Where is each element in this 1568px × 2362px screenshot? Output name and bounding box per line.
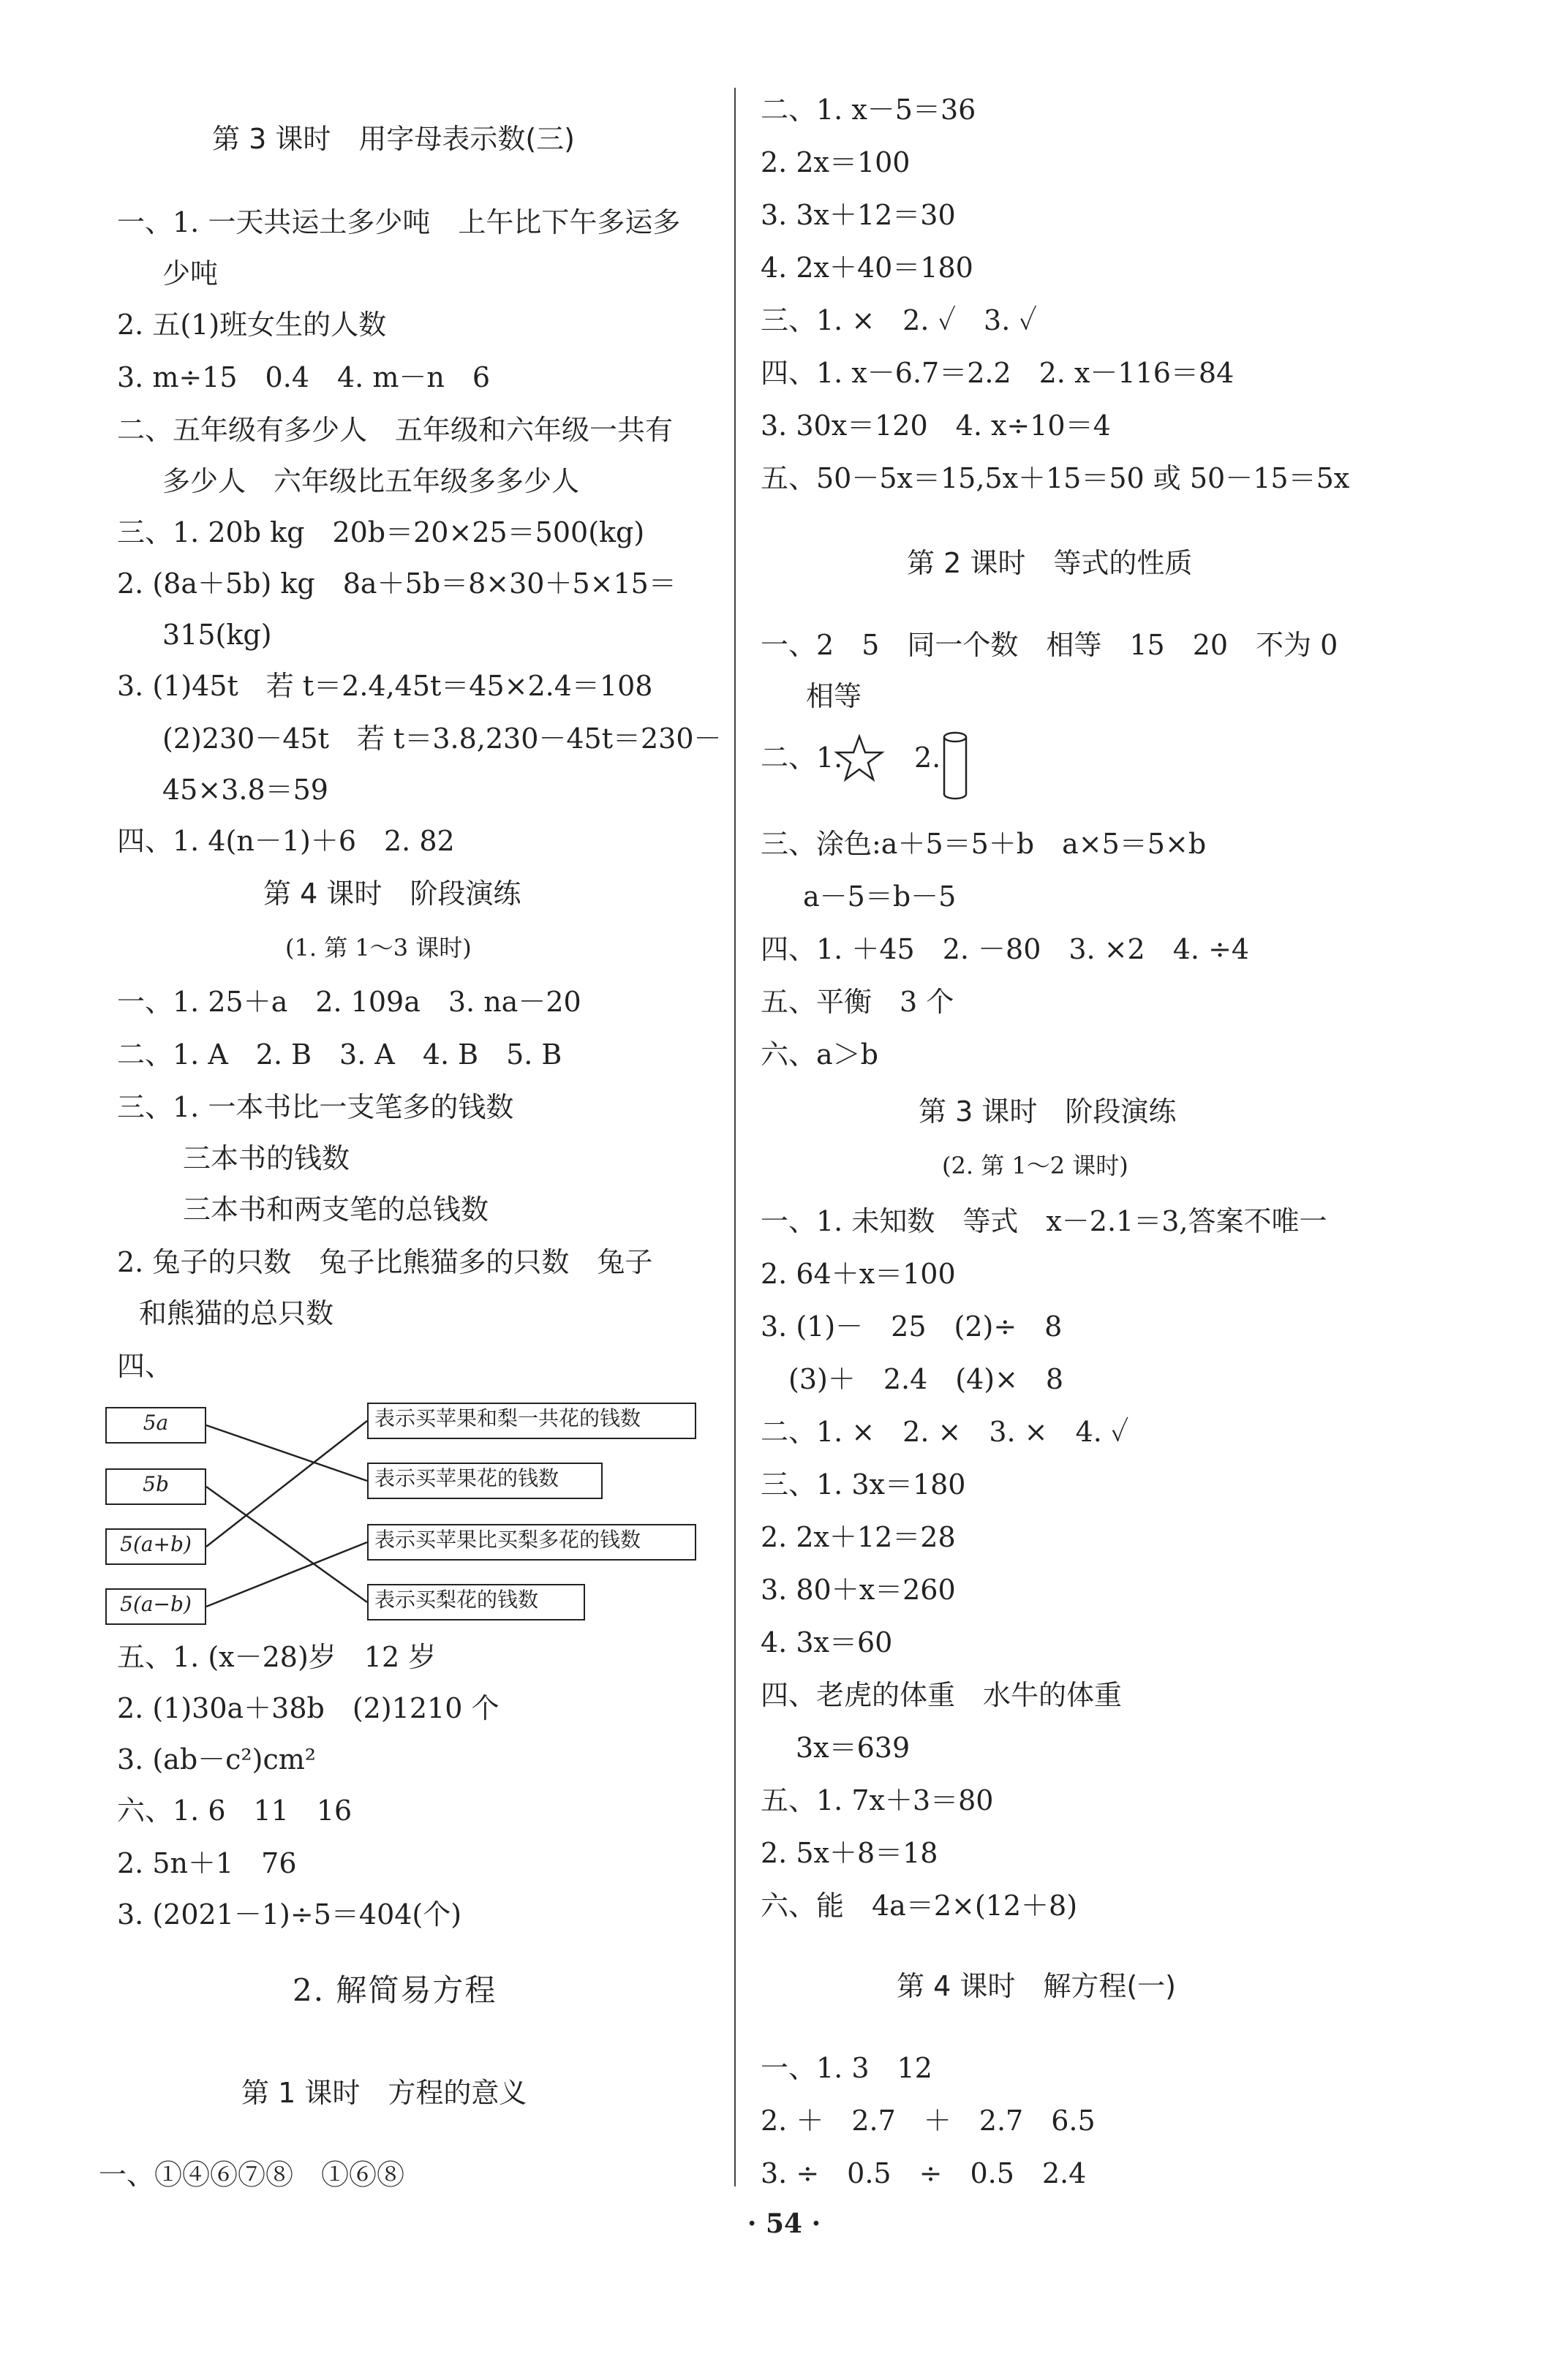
meaning-box: 表示买苹果比买梨多花的钱数 [367,1524,696,1561]
matching-line [206,1487,367,1602]
answer-line: 2. 2x＝100 [761,146,911,178]
star-icon [834,733,885,784]
answer-line: 五、1. (x－28)岁 12 岁 [117,1641,437,1673]
answer-line: 3. m÷15 0.4 4. m－n 6 [117,361,491,393]
meaning-box: 表示买苹果花的钱数 [367,1463,603,1499]
expression-box: 5(a+b) [105,1528,206,1565]
answer-line: 4. 2x＋40＝180 [761,252,973,284]
answer-line: 五、1. 7x＋3＝80 [761,1784,994,1816]
answer-line: 三、1. 一本书比一支笔多的钱数 [117,1091,514,1123]
subheading: (2. 第 1～2 课时) [942,1152,1128,1180]
answer-line: 四、 [117,1350,173,1382]
expression-box: 5a [105,1407,206,1444]
answer-line: 2. 2x＋12＝28 [761,1521,956,1553]
answer-line: (2)230－45t 若 t＝3.8,230－45t＝230－ [162,722,722,755]
answer-line: 四、1. ＋45 2. －80 3. ×2 4. ÷4 [761,933,1250,965]
cylinder-icon [941,730,970,803]
answer-line: 少吨 [162,257,219,290]
answer-line: 4. 3x＝60 [761,1626,893,1659]
answer-line: 一、1. 25＋a 2. 109a 3. na－20 [117,986,581,1018]
section-heading: 第 3 课时 阶段演练 [919,1095,1177,1128]
answer-line: 3. 3x＋12＝30 [761,199,956,231]
answer-line: 六、能 4a＝2×(12＋8) [761,1890,1078,1922]
answer-line: 二、1. x－5＝36 [761,94,976,126]
section-heading: 第 4 课时 阶段演练 [263,878,521,910]
answer-line: 三本书的钱数 [183,1142,350,1174]
answer-line: 三、1. 20b kg 20b＝20×25＝500(kg) [117,516,645,548]
answer-line: 一、1. 未知数 等式 x－2.1＝3,答案不唯一 [761,1205,1327,1237]
answer-line: 3. ÷ 0.5 ÷ 0.5 2.4 [761,2157,1087,2189]
answer-line: 二、五年级有多少人 五年级和六年级一共有 [117,414,674,446]
answer-line: 一、2 5 同一个数 相等 15 20 不为 0 [761,629,1338,661]
answer-line: 2. 兔子的只数 兔子比熊猫多的只数 兔子 [117,1246,653,1278]
page-number: · 54 · [747,2208,821,2239]
section-heading: 2. 解简易方程 [293,1972,497,2008]
answer-line: 四、老虎的体重 水牛的体重 [761,1679,1123,1711]
section-heading: 第 1 课时 方程的意义 [241,2077,527,2109]
answer-line: 3x＝639 [796,1732,911,1764]
answer-line: 二、1. [761,742,843,774]
answer-line: 3. 30x＝120 4. x÷10＝4 [761,410,1111,442]
answer-line: 四、1. 4(n－1)＋6 2. 82 [117,825,455,857]
answer-line: 2. (1)30a＋38b (2)1210 个 [117,1692,500,1724]
answer-line: (3)＋ 2.4 (4)× 8 [788,1363,1064,1395]
section-heading: 第 4 课时 解方程(一) [897,1970,1176,2002]
answer-line: 和熊猫的总只数 [139,1297,334,1329]
answer-line: 一、1. 一天共运土多少吨 上午比下午多运多 [117,206,681,238]
answer-line: 2. 5n＋1 76 [117,1847,297,1879]
section-heading: 第 2 课时 等式的性质 [907,547,1193,579]
answer-line: 2. 5x＋8＝18 [761,1837,938,1869]
answer-line: 四、1. x－6.7＝2.2 2. x－116＝84 [761,357,1235,389]
answer-line: 3. (1)45t 若 t＝2.4,45t＝45×2.4＝108 [117,670,653,702]
answer-line: 相等 [806,680,862,712]
answer-line: 二、1. × 2. × 3. × 4. ✓ [761,1416,1129,1448]
matching-line [206,1542,367,1607]
answer-line: 2. (8a＋5b) kg 8a＋5b＝8×30＋5×15＝ [117,567,676,600]
answer-line: 3. (1)－ 25 (2)÷ 8 [761,1310,1063,1343]
answer-line: a－5＝b－5 [803,880,957,913]
answer-line: 2. [914,742,941,774]
matching-line [206,1425,367,1481]
answer-line: 五、平衡 3 个 [761,986,954,1018]
meaning-box: 表示买梨花的钱数 [367,1584,585,1620]
answer-line: 315(kg) [162,619,272,651]
answer-line: 一、①④⑥⑦⑧ ①⑥⑧ [99,2159,405,2191]
expression-box: 5(a−b) [105,1588,206,1625]
answer-line: 2. ＋ 2.7 ＋ 2.7 6.5 [761,2105,1096,2137]
section-heading: 第 3 课时 用字母表示数(三) [212,123,575,155]
answer-line: 一、1. 3 12 [761,2052,932,2084]
expression-box: 5b [105,1468,206,1505]
meaning-box: 表示买苹果和梨一共花的钱数 [367,1403,696,1439]
subheading: (1. 第 1～3 课时) [285,934,472,962]
answer-line: 2. 64＋x＝100 [761,1258,956,1290]
answer-line: 三本书和两支笔的总钱数 [183,1193,489,1226]
answer-line: 3. (2021－1)÷5＝404(个) [117,1898,462,1931]
matching-line [206,1421,367,1547]
answer-line: 3. (ab－c²)cm² [117,1743,317,1776]
answer-line: 2. 五(1)班女生的人数 [117,309,387,341]
answer-line: 多少人 六年级比五年级多多少人 [162,465,580,497]
answer-line: 二、1. A 2. B 3. A 4. B 5. B [117,1038,562,1071]
answer-line: 五、50－5x＝15,5x＋15＝50 或 50－15＝5x [761,462,1350,494]
answer-line: 三、涂色:a＋5＝5＋b a×5＝5×b [761,828,1207,860]
answer-line: 六、a＞b [761,1038,878,1071]
answer-line: 三、1. 3x＝180 [761,1468,966,1501]
answer-line: 45×3.8＝59 [162,774,328,806]
answer-line: 3. 80＋x＝260 [761,1574,956,1606]
answer-line: 六、1. 6 11 16 [117,1795,353,1827]
answer-line: 三、1. × 2. ✓ 3. ✓ [761,304,1037,336]
